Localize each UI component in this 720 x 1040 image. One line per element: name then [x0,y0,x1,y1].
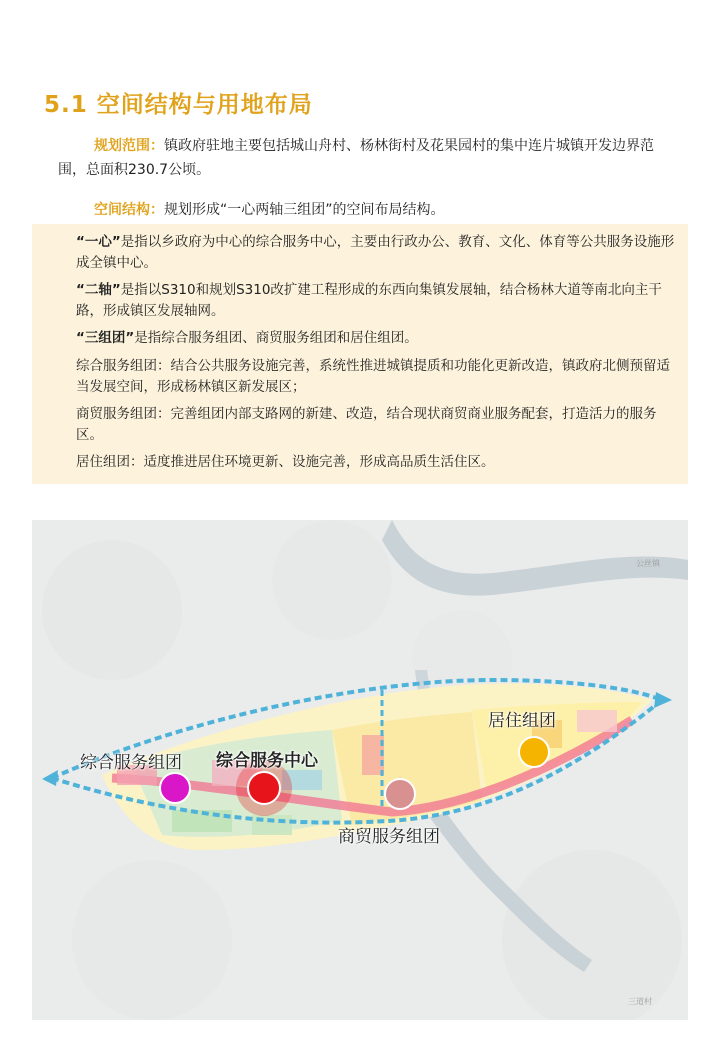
two-axes-paragraph [76,280,676,322]
structure-paragraph [58,198,678,222]
faint-label-top-right: 公丝镇 [636,559,660,568]
spatial-structure-map [32,520,688,1020]
one-center-key: “一心” [76,234,121,250]
three-groups-paragraph [76,328,676,349]
one-center-paragraph [76,232,676,274]
structure-explanation-box [32,224,688,484]
two-axes-key: “二轴” [76,282,121,298]
faint-label-bottom-right: 三道村 [628,997,652,1006]
shangmao-marker [385,779,415,809]
label-shangmao-group: 商贸服务组团 [338,827,440,847]
scope-text: 镇政府驻地主要包括城山舟村、杨林街村及花果园村的集中连片城镇开发边界范围，总面积230.7公顷。 [58,138,654,178]
label-juzhu-group: 居住组团 [488,711,556,731]
residential-group-paragraph: 居住组团：适度推进居住环境更新、设施完善，形成高品质生活住区。 [76,454,495,470]
two-axes-text: 是指以S310和规划S310改扩建工程形成的东西向集镇发展轴，结合杨林大道等南北向主干路，形成镇区发展轴网。 [76,282,662,319]
scope-paragraph [58,134,678,182]
structure-label: 空间结构： [94,202,164,218]
label-center: 综合服务中心 [216,751,318,771]
label-zonghe-group: 综合服务组团 [80,753,182,773]
one-center-text: 是指以乡政府为中心的综合服务中心，主要由行政办公、教育、文化、体育等公共服务设施形成全镇中心。 [76,234,675,271]
three-groups-text: 是指综合服务组团、商贸服务组团和居住组团。 [134,330,418,346]
center-marker [248,772,280,804]
zonghe-marker [160,773,190,803]
commerce-group-paragraph: 商贸服务组团：完善组团内部支路网的新建、改造，结合现状商贸商业服务配套，打造活力的服务区。 [76,406,657,443]
three-groups-key: “三组团” [76,330,135,346]
section-title: 5.1 空间结构与用地布局 [44,92,313,118]
structure-text: 规划形成“一心两轴三组团”的空间布局结构。 [164,202,445,218]
comprehensive-group-paragraph: 综合服务组团：结合公共服务设施完善，系统性推进城镇提质和功能化更新改造，镇政府北侧预留适当发展空间，形成杨林镇区新发展区； [76,358,670,395]
scope-label: 规划范围： [94,138,164,154]
juzhu-marker [519,737,549,767]
